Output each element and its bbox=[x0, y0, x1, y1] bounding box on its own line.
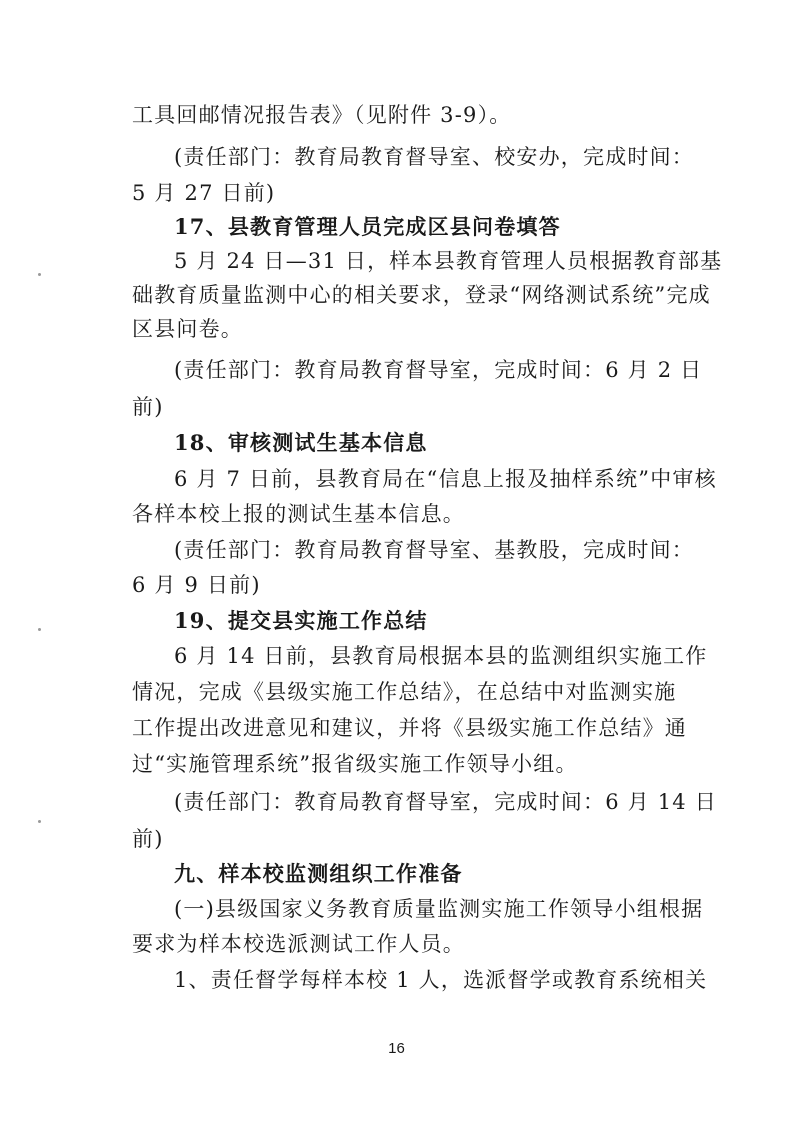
text-line-11: 6 月 7 日前，县教育局在“信息上报及抽样系统”中审核 bbox=[174, 467, 717, 491]
text-line-25: 1、责任督学每样本校 1 人，选派督学或教育系统相关 bbox=[174, 968, 708, 992]
text-line-6: 础教育质量监测中心的相关要求，登录“网络测试系统”完成 bbox=[132, 283, 711, 307]
text-line-9: 前) bbox=[132, 395, 164, 419]
text-line-16: 6 月 14 日前，县教育局根据本县的监测组织实施工作 bbox=[174, 644, 708, 668]
text-line-18: 工作提出改进意见和建议，并将《县级实施工作总结》通 bbox=[132, 716, 687, 740]
section-heading-19: 19、提交县实施工作总结 bbox=[174, 608, 428, 633]
scan-speck bbox=[38, 628, 41, 631]
text-line-1: 工具回邮情况报告表》（见附件 3-9）。 bbox=[132, 103, 512, 127]
scan-speck bbox=[38, 820, 41, 823]
scan-speck bbox=[38, 273, 41, 276]
text-line-20: (责任部门：教育局教育督导室，完成时间：6 月 14 日 bbox=[174, 790, 717, 814]
text-line-7: 区县问卷。 bbox=[132, 317, 243, 341]
page-number: 16 bbox=[388, 1040, 405, 1057]
text-line-12: 各样本校上报的测试生基本信息。 bbox=[132, 502, 465, 526]
text-line-2: (责任部门：教育局教育督导室、校安办，完成时间： bbox=[174, 145, 694, 169]
section-heading-17: 17、县教育管理人员完成区县问卷填答 bbox=[174, 214, 561, 239]
text-line-19: 过“实施管理系统”报省级实施工作领导小组。 bbox=[132, 752, 578, 776]
text-line-3: 5 月 27 日前) bbox=[132, 181, 276, 205]
text-line-13: (责任部门：教育局教育督导室、基教股，完成时间： bbox=[174, 538, 694, 562]
text-line-21: 前) bbox=[132, 827, 164, 851]
text-line-24: 要求为样本校选派测试工作人员。 bbox=[132, 932, 465, 956]
text-line-23: (一)县级国家义务教育质量监测实施工作领导小组根据 bbox=[174, 897, 704, 921]
text-line-8: (责任部门：教育局教育督导室，完成时间：6 月 2 日 bbox=[174, 358, 703, 382]
text-line-5: 5 月 24 日—31 日，样本县教育管理人员根据教育部基 bbox=[174, 249, 723, 273]
section-heading-18: 18、审核测试生基本信息 bbox=[174, 430, 428, 455]
text-line-14: 6 月 9 日前) bbox=[132, 573, 261, 597]
text-line-17: 情况，完成《县级实施工作总结》，在总结中对监测实施 bbox=[132, 680, 677, 704]
section-heading-9: 九、样本校监测组织工作准备 bbox=[174, 861, 463, 886]
